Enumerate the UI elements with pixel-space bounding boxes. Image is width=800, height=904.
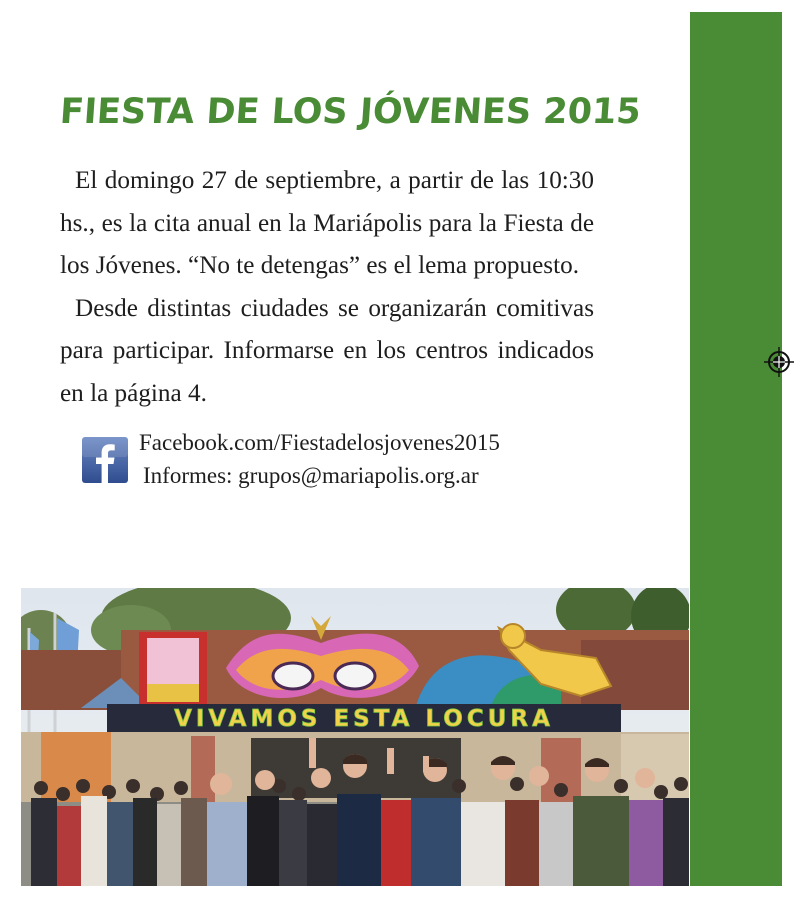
facebook-icon[interactable]	[82, 437, 128, 483]
page-title: FIESTA DE LOS JÓVENES 2015	[58, 92, 643, 132]
paragraph-2: Desde distintas ciudades se organizarán comitivas para participar. Informarse en los centros indicados en la página 4.	[60, 294, 594, 407]
side-color-bar	[690, 12, 782, 886]
photo-banner-text: VIVAMOS ESTA LOCURA	[174, 706, 554, 732]
article-body	[60, 160, 594, 415]
email-info[interactable]: Informes: grupos@mariapolis.org.ar	[143, 463, 479, 488]
paragraph-1: El domingo 27 de septiembre, a partir de las 10:30 hs., es la cita anual en la Mariápolis para la Fiesta de los Jóvenes. “No te detengas” es el lema propuesto.	[60, 167, 594, 279]
facebook-link[interactable]: Facebook.com/Fiestadelosjovenes2015	[139, 430, 500, 455]
registration-mark-icon	[764, 347, 794, 377]
event-photo	[21, 588, 689, 886]
